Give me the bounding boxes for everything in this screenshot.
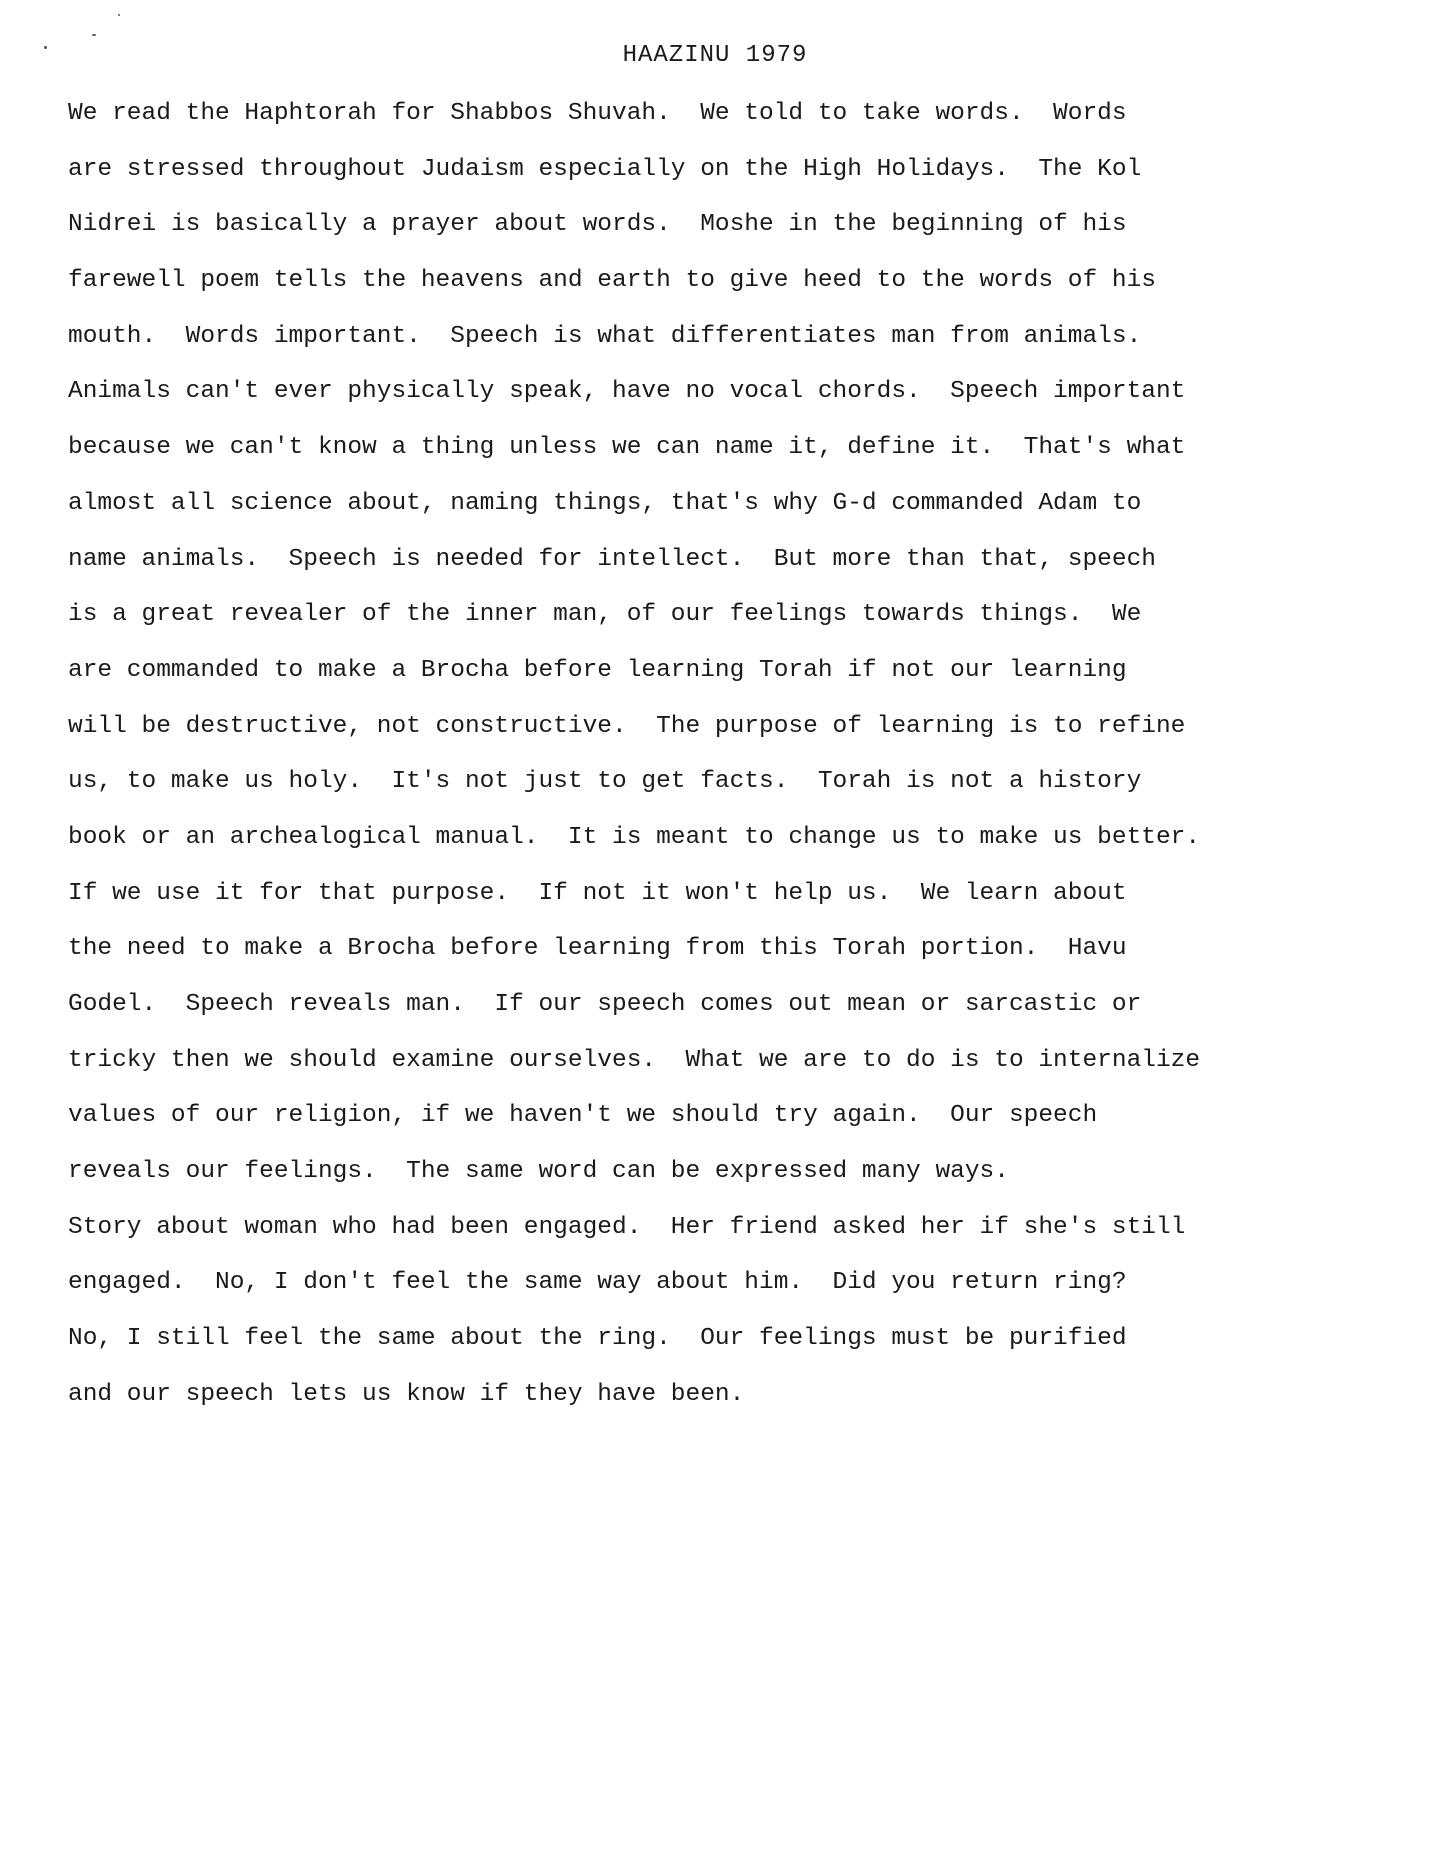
body-line: reveals our feelings. The same word can be expressed many ways. bbox=[68, 1158, 1009, 1186]
body-line: book or an archealogical manual. It is meant to change us to make us better. bbox=[68, 823, 1201, 851]
body-line: engaged. No, I don't feel the same way about him. Did you return ring? bbox=[68, 1269, 1127, 1297]
body-line: will be destructive, not constructive. The purpose of learning is to refine bbox=[68, 712, 1186, 740]
body-line: us, to make us holy. It's not just to get facts. Torah is not a history bbox=[68, 768, 1142, 796]
body-line: are stressed throughout Judaism especially on the High Holidays. The Kol bbox=[68, 155, 1142, 183]
body-line: the need to make a Brocha before learning from this Torah portion. Havu bbox=[68, 935, 1127, 963]
body-line: are commanded to make a Brocha before learning Torah if not our learning bbox=[68, 656, 1127, 684]
body-line: Story about woman who had been engaged. Her friend asked her if she's still bbox=[68, 1213, 1186, 1241]
body-line: Nidrei is basically a prayer about words. Moshe in the beginning of his bbox=[68, 211, 1127, 239]
body-line: Godel. Speech reveals man. If our speech comes out mean or sarcastic or bbox=[68, 991, 1142, 1018]
body-line: mouth. Words important. Speech is what differentiates man from animals. bbox=[68, 322, 1142, 350]
body-line: because we can't know a thing unless we can name it, define it. That's what bbox=[68, 434, 1186, 462]
body-line: and our speech lets us know if they have been. bbox=[68, 1380, 745, 1408]
document-body bbox=[68, 92, 1388, 1429]
body-line: almost all science about, naming things, that's why G-d commanded Adam to bbox=[68, 489, 1142, 517]
body-line: values of our religion, if we haven't we should try again. Our speech bbox=[68, 1102, 1098, 1130]
body-line: No, I still feel the same about the ring. Our feelings must be purified bbox=[68, 1325, 1127, 1353]
body-line: We read the Haphtorah for Shabbos Shuvah. We told to take words. Words bbox=[68, 100, 1127, 127]
scan-speck bbox=[92, 34, 96, 36]
body-line: farewell poem tells the heavens and earth to give heed to the words of his bbox=[68, 267, 1156, 295]
body-line: If we use it for that purpose. If not it won't help us. We learn about bbox=[68, 879, 1127, 907]
body-line: name animals. Speech is needed for intellect. But more than that, speech bbox=[68, 545, 1156, 573]
body-line: is a great revealer of the inner man, of our feelings towards things. We bbox=[68, 601, 1142, 629]
body-line: tricky then we should examine ourselves. What we are to do is to internalize bbox=[68, 1046, 1201, 1074]
body-line: Animals can't ever physically speak, have no vocal chords. Speech important bbox=[68, 378, 1186, 406]
page-title: HAAZINU 1979 bbox=[622, 42, 808, 69]
scan-speck bbox=[118, 14, 120, 16]
